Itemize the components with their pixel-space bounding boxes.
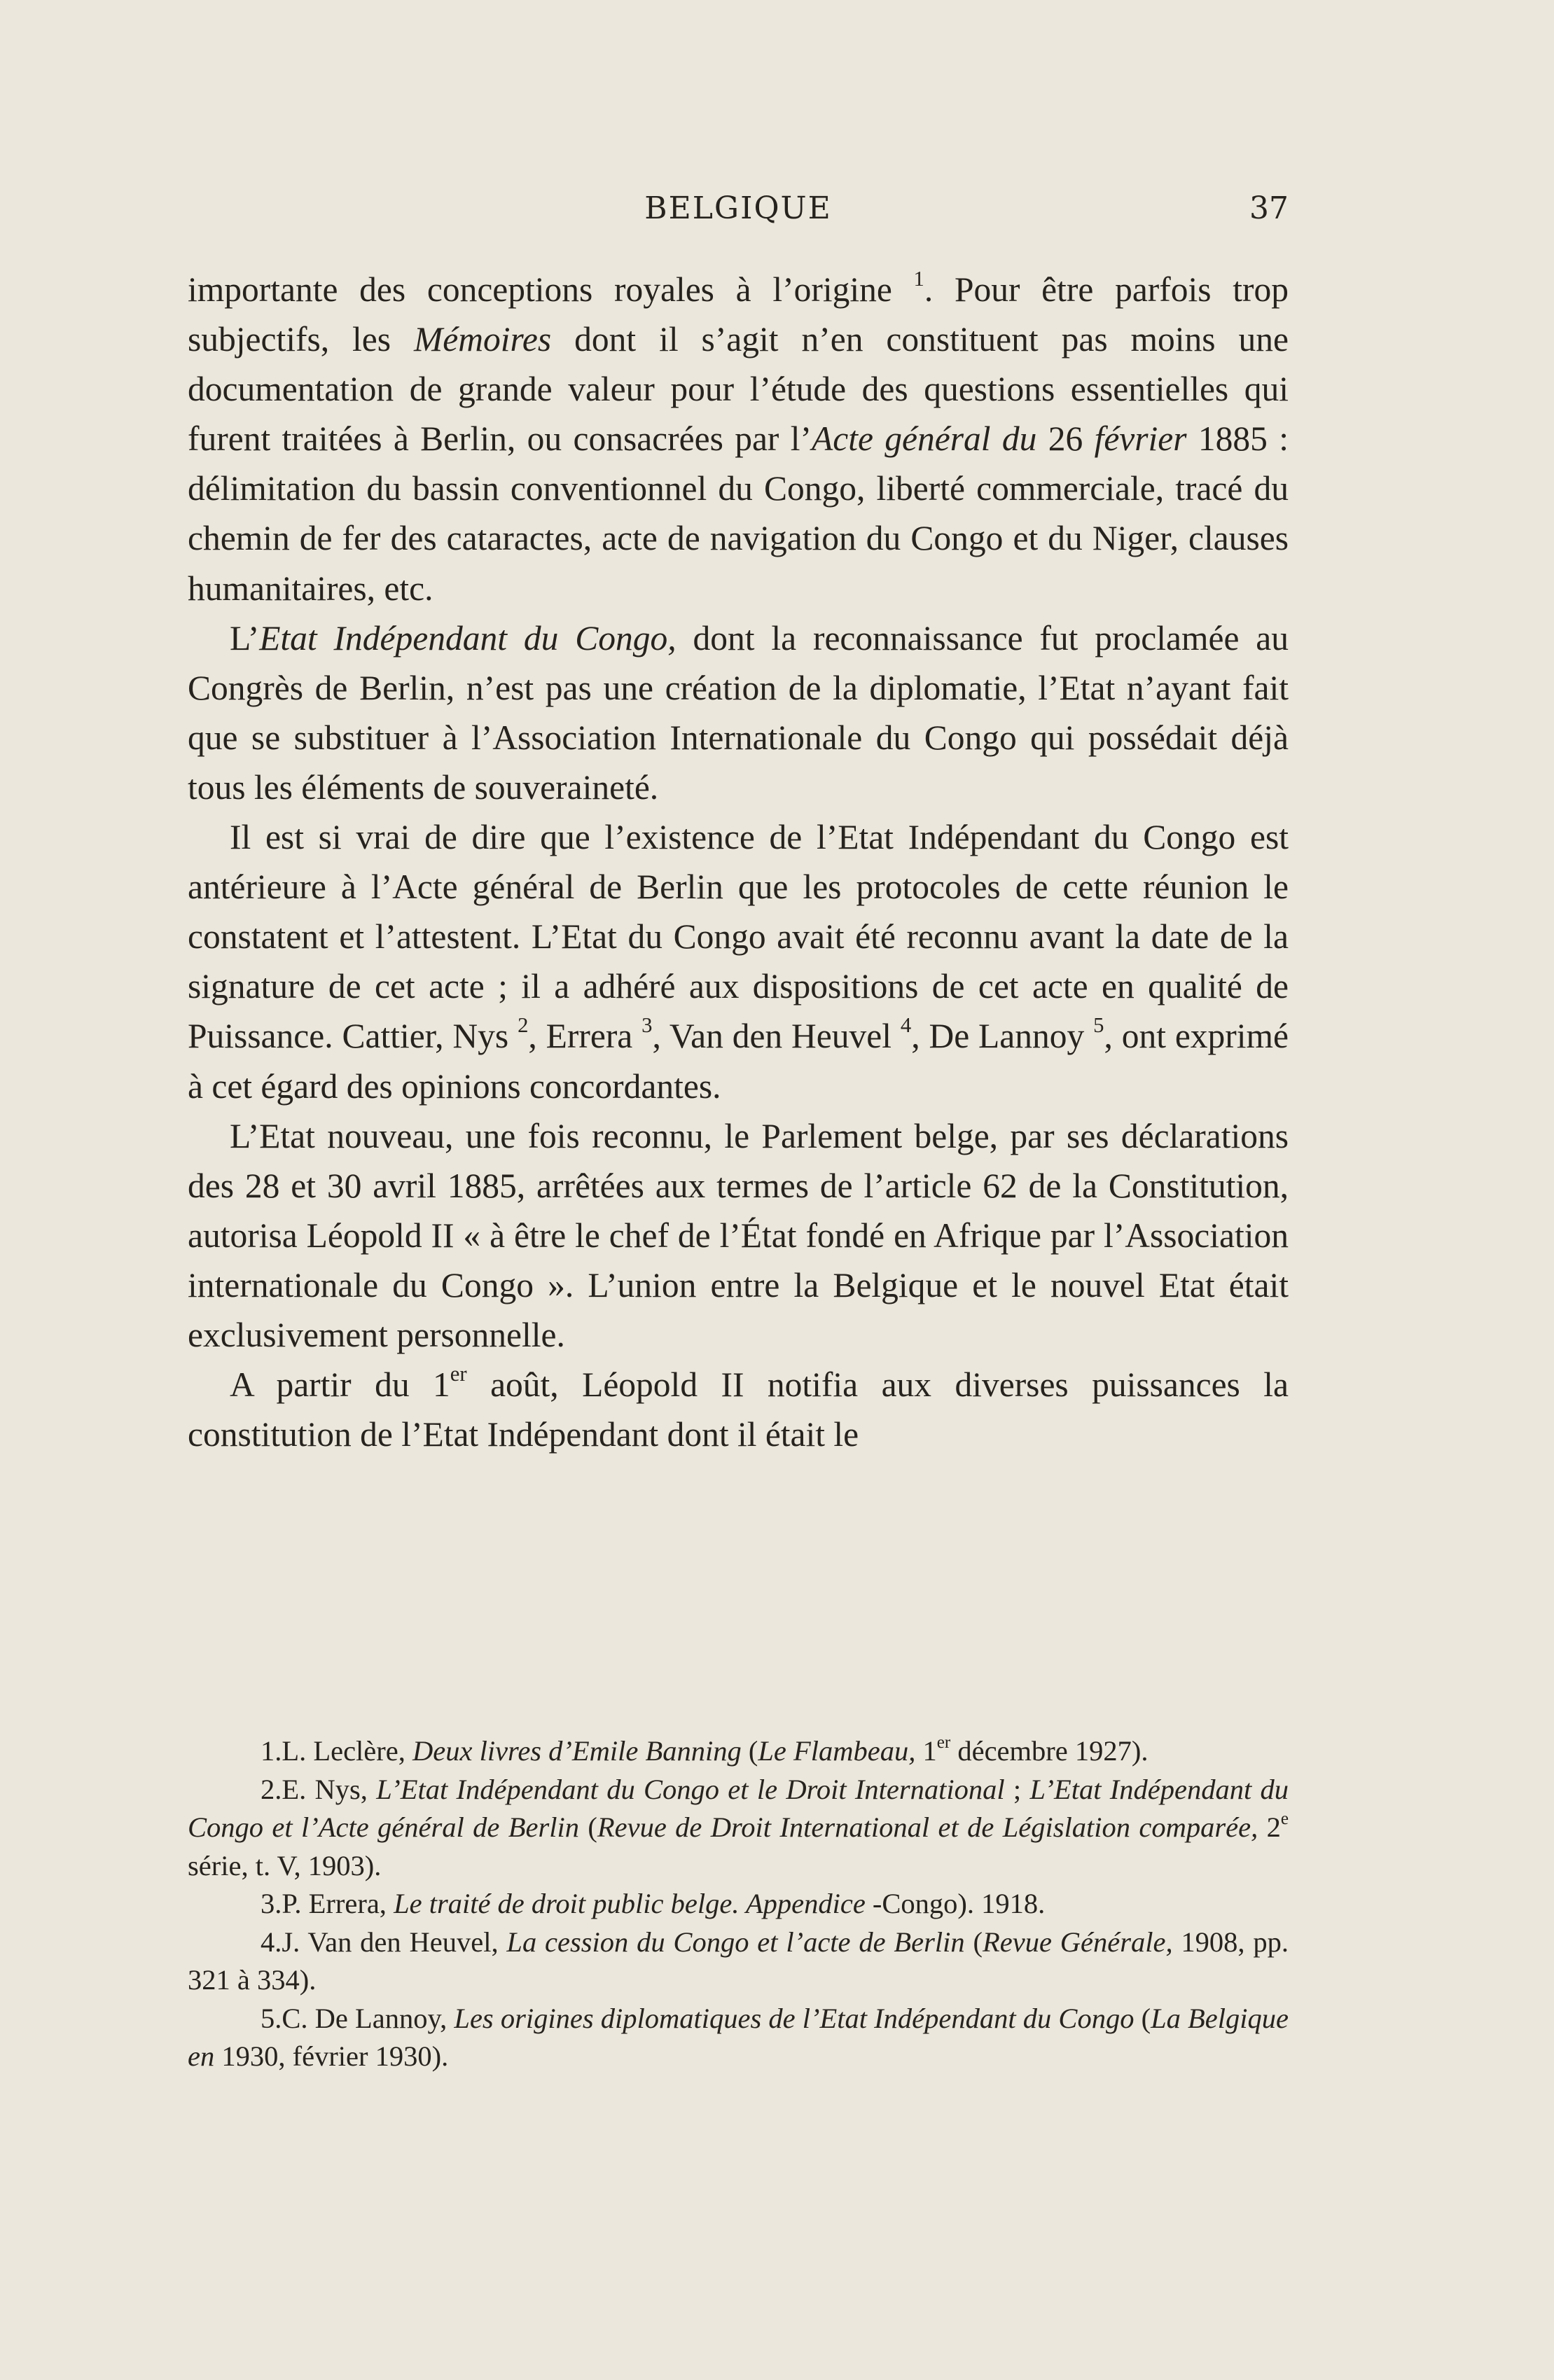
paragraph: Il est si vrai de dire que l’existence de l’Etat Indépendant du Congo est antérieure à l’Acte général de Berlin que les protocoles de cette réunion le constatent et l’attestent. L’Etat du Congo avait été reconnu avant la date de la signature de cet acte ; il a adhéré aux dispositions de cet acte en qualité de Puissance. Cattier, Nys $^2$, Errera $^3$, Van den Heuvel $^4$, De Lannoy $^5$, ont exprimé à cet égard des opinions concordantes. xyxy=(188,818,1289,1106)
running-head xyxy=(188,190,1289,232)
body-text xyxy=(188,265,1289,1459)
footnote-ref: 1 xyxy=(913,266,924,291)
paragraph: L’Etat Indépendant du Congo, dont la reconnaissance fut proclamée au Congrès de Berlin, n’est pas une création de la diplomatie, l’Etat n’ayant fait que se substituer à l’Association Internationale du Congo qui possédait déjà tous les éléments de souveraineté. xyxy=(188,618,1289,807)
footnote: 1.L. Leclère, Deux livres d’Emile Banning (Le Flambeau, 1er décembre 1927). xyxy=(261,1732,1149,1767)
footnote-ref: 2 xyxy=(518,1013,529,1038)
paragraph: L’Etat nouveau, une fois reconnu, le Parlement belge, par ses déclarations des 28 et 30 avril 1885, arrêtées aux termes de l’article 62 de la Constitution, autorisa Léopold II « à être le chef de l’État fondé en Afrique par l’Association internationale du Congo ». L’union entre la Belgique et le nouvel Etat était exclusivement personnelle. xyxy=(188,1116,1289,1354)
footnote: 5.C. De Lannoy, Les origines diplomatiques de l’Etat Indépendant du Congo (La Belgique en 1930, février 1930). xyxy=(188,2002,1289,2072)
footnotes xyxy=(188,1732,1289,2076)
page-number: 37 xyxy=(1249,190,1289,226)
footnote-ref: 5 xyxy=(1093,1013,1104,1038)
footnote: 3.P. Errera, Le traité de droit public belge. Appendice -Congo). 1918. xyxy=(261,1888,1046,1919)
footnote-ref: 4 xyxy=(900,1013,912,1038)
paragraph: importante des conceptions royales à l’origine $^1$. Pour être parfois trop subjectifs, les Mémoires dont il s’agit n’en constituent pas moins une documentation de grande valeur pour l’étude des questions essentielles qui furent traitées à Berlin, ou consacrées par l’Acte général du 26 février 1885 : délimitation du bassin conventionnel du Congo, liberté commerciale, tracé du chemin de fer des cataractes, acte de navigation du Congo et du Niger, clauses humanitaires, etc. xyxy=(188,266,1289,608)
footnote: 2.E. Nys, L’Etat Indépendant du Congo et le Droit International ; L’Etat Indépendant du Congo et l’Acte général de Berlin (Revue de Droit International et de Législation comparée, 2e série, t. V, 1903). xyxy=(188,1773,1289,1881)
footnote: 4.J. Van den Heuvel, La cession du Congo et l’acte de Berlin (Revue Générale, 1908, pp. 321 à 334). xyxy=(188,1926,1289,1996)
footnote-ref: 3 xyxy=(641,1013,653,1038)
paragraph: A partir du 1er août, Léopold II notifia aux diverses puissances la constitution de l’Etat Indépendant dont il était le xyxy=(188,1361,1289,1454)
running-title: BELGIQUE xyxy=(644,190,832,226)
